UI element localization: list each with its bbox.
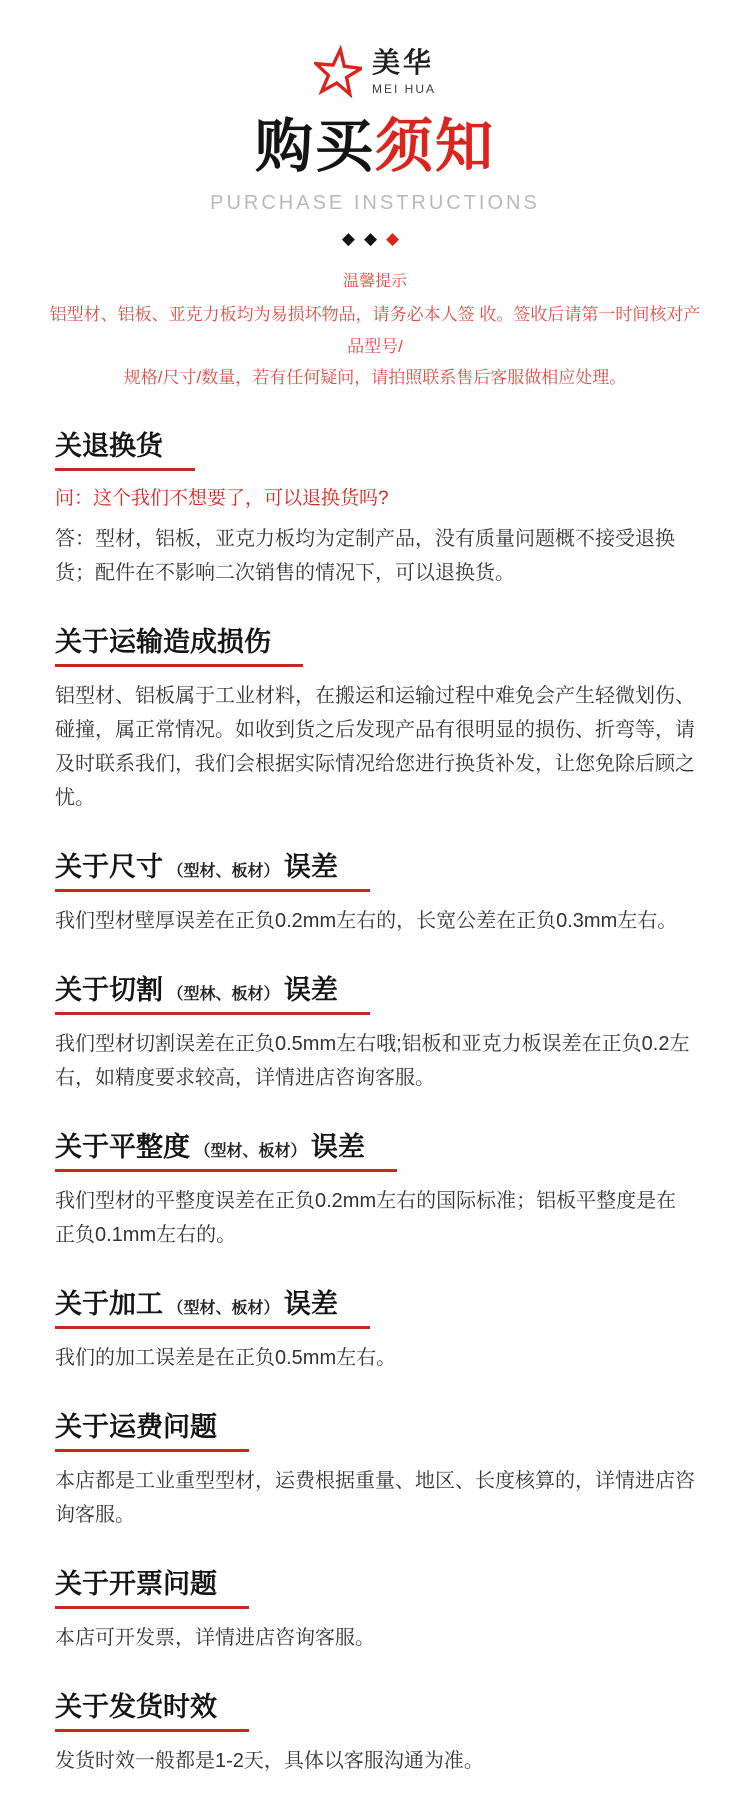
- section-body: 我们型材壁厚误差在正负0.2mm左右的，长宽公差在正负0.3mm左右。: [55, 904, 695, 938]
- section-body: 我们的加工误差是在正负0.5mm左右。: [55, 1341, 695, 1375]
- content-section: [55, 431, 695, 590]
- content-section: [55, 975, 695, 1095]
- page-subtitle: PURCHASE INSTRUCTIONS: [0, 192, 750, 215]
- section-heading-main: 关于运费问题: [55, 1412, 217, 1442]
- content-section: [55, 852, 695, 938]
- section-heading-main: 关退换货: [55, 431, 163, 461]
- section-heading-tail: 误差: [284, 1289, 338, 1319]
- warm-tips-label: 温馨提示: [42, 271, 708, 293]
- section-heading-main: 关于平整度: [55, 1132, 190, 1162]
- section-heading-main: 关于尺寸: [55, 852, 163, 882]
- section-question: 问：这个我们不想要了，可以退换货吗?: [55, 484, 695, 514]
- section-heading-note: （型材、板材）: [163, 863, 284, 880]
- section-body: 铝型材、铝板属于工业材料，在搬运和运输过程中难免会产生轻微划伤、 碰撞，属正常情况。如收到货之后发现产品有很明显的损伤、折弯等，请 及时联系我们，我们会根据实际情况给您进行换货补发，让您免除后顾之忧。: [55, 679, 695, 815]
- section-heading: [55, 1412, 249, 1452]
- brand-name-en: MEI HUA: [372, 82, 436, 96]
- section-answer: 答：型材，铝板，亚克力板均为定制产品，没有质量问题概不接受退换货；配件在不影响二次销售的情况下，可以退换货。: [55, 522, 695, 590]
- section-heading: [55, 1132, 397, 1172]
- content-section: [55, 1289, 695, 1375]
- section-heading-note: （型林、板材）: [163, 986, 284, 1003]
- section-heading-tail: 误差: [311, 1132, 365, 1162]
- content-section: [55, 1412, 695, 1532]
- page-title-black: 购买: [255, 114, 375, 179]
- warm-tips-line: 铝型材、铝板、亚克力板均为易损坏物品，请务必本人签 收。签收后请第一时间核对产品型号/: [42, 299, 708, 362]
- section-heading-main: 关于加工: [55, 1289, 163, 1319]
- sections-list: [0, 431, 750, 1818]
- content-section: [55, 1132, 695, 1252]
- star-logo-icon: [314, 44, 362, 100]
- diamond-icon: ◆: [342, 229, 364, 248]
- section-body: 本店都是工业重型型材，运费根据重量、地区、长度核算的，详情进店咨询客服。: [55, 1464, 695, 1532]
- section-heading-main: 关于开票问题: [55, 1569, 217, 1599]
- section-heading-tail: 误差: [284, 975, 338, 1005]
- diamond-icon: ◆: [386, 229, 408, 248]
- section-body: 我们型材切割误差在正负0.5mm左右哦;铝板和亚克力板误差在正负0.2左右，如精度要求较高，详情进店咨询客服。: [55, 1027, 695, 1095]
- section-body: 发货时效一般都是1-2天，具体以客服沟通为准。: [55, 1744, 695, 1778]
- section-heading: [55, 1569, 249, 1609]
- content-section: [55, 1692, 695, 1778]
- page-header: [0, 0, 750, 394]
- section-heading: [55, 975, 370, 1015]
- section-body: 我们型材的平整度误差在正负0.2mm左右的国际标准；铝板平整度是在正负0.1mm左右的。: [55, 1184, 695, 1252]
- brand-name: [372, 48, 436, 96]
- diamond-icon: ◆: [364, 229, 386, 248]
- section-heading: [55, 627, 303, 667]
- section-heading: [55, 431, 195, 471]
- warm-tips-line: 规格/尺寸/数量，若有任何疑问，请拍照联系售后客服做相应处理。: [42, 362, 708, 393]
- section-heading-main: 关于发货时效: [55, 1692, 217, 1722]
- section-heading: [55, 1289, 370, 1329]
- page-title: [0, 115, 750, 179]
- page-title-red: 须知: [375, 114, 495, 179]
- section-body: 本店可开发票，详情进店咨询客服。: [55, 1621, 695, 1655]
- section-heading-main: 关于切割: [55, 975, 163, 1005]
- content-section: [55, 1569, 695, 1655]
- section-heading-note: （型材、板材）: [190, 1143, 311, 1160]
- section-heading-main: 关于运输造成损伤: [55, 627, 271, 657]
- section-heading-note: （型材、板材）: [163, 1300, 284, 1317]
- section-heading: [55, 1692, 249, 1732]
- brand-logo: [314, 44, 436, 100]
- warm-tips-notice: [0, 271, 750, 394]
- brand-name-cn: 美华: [372, 48, 436, 79]
- section-heading-tail: 误差: [284, 852, 338, 882]
- section-heading: [55, 852, 370, 892]
- content-section: [55, 627, 695, 815]
- diamond-divider: [0, 230, 750, 247]
